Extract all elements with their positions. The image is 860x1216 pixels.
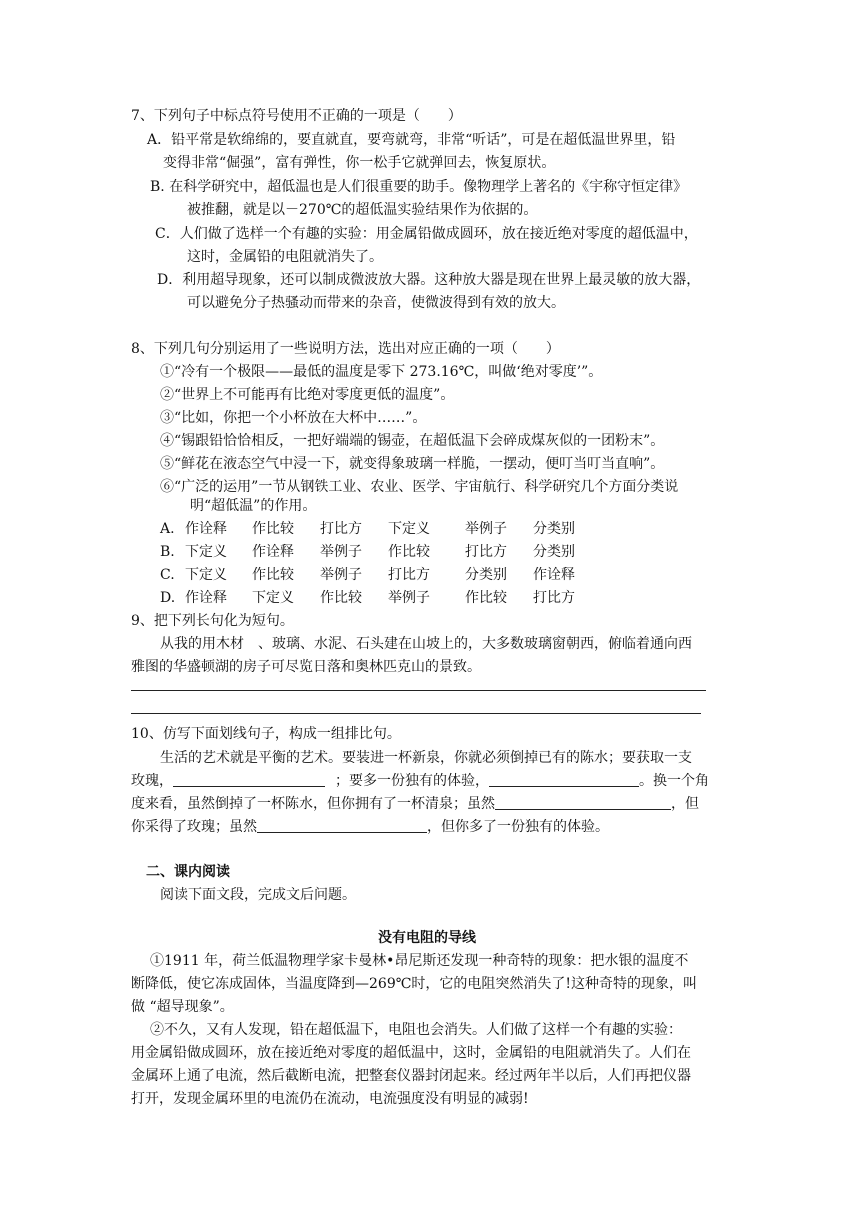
q8-sentence-6-line1: ⑥“广泛的运用”一节从钢铁工业、农业、医学、宇宙航行、科学研究几个方面分类说 <box>160 479 679 495</box>
q7-option-d-line1: D．利用超导现象，还可以制成微波放大器。这种放大器是现在世界上最灵敏的放大器， <box>157 272 701 288</box>
option-item: 分类别 <box>533 544 575 560</box>
q7-option-a-line1: A．铅平常是软绵绵的，要直就直，要弯就弯，非常“听话”，可是在超低温世界里，铅 <box>147 132 676 148</box>
option-item: 举例子 <box>320 544 362 560</box>
q7-option-a-line2: 变得非常“倔强”，富有弹性，你一松手它就弹回去，恢复原状。 <box>163 155 556 171</box>
option-item: 作诠释 <box>185 521 227 537</box>
q10-text: 度来看，虽然倒掉了一杯陈水，但你拥有了一杯清泉；虽然 <box>131 796 495 812</box>
q10-text-line2 <box>131 771 709 791</box>
option-item: 举例子 <box>388 590 430 606</box>
q8-sentence-3: ③“比如，你把一个小杯放在大杯中……”。 <box>160 410 427 426</box>
q10-blank-4[interactable] <box>257 818 427 833</box>
q7-stem: 7、下列句子中标点符号使用不正确的一项是（ ） <box>131 108 462 124</box>
option-item: 作比较 <box>465 590 507 606</box>
option-label: D. <box>160 590 176 606</box>
option-item: 下定义 <box>252 590 294 606</box>
option-label: B. <box>160 544 175 560</box>
q8-sentence-1: ①“冷有一个极限——最低的温度是零下 273.16℃，叫做‘绝对零度’”。 <box>160 364 603 380</box>
option-item: 下定义 <box>185 567 227 583</box>
passage-p2-line4: 打开，发现金属环里的电流仍在流动，电流强度没有明显的减弱! <box>131 1091 529 1107</box>
option-item: 打比方 <box>533 590 575 606</box>
section-instruction: 阅读下面文段，完成文后问题。 <box>160 887 356 903</box>
section-heading: 二、课内阅读 <box>146 864 230 880</box>
option-item: 打比方 <box>320 521 362 537</box>
q10-text: 。换一个角 <box>639 773 709 789</box>
option-item: 作诠释 <box>533 567 575 583</box>
option-label: C. <box>160 567 175 583</box>
q9-stem: 9、把下列长句化为短句。 <box>131 613 294 629</box>
q9-passage-line1: 从我的用木材 、玻璃、水泥、石头建在山坡上的，大多数玻璃窗朝西，俯临着通向西 <box>160 636 692 652</box>
q10-blank-3[interactable] <box>495 795 671 810</box>
option-item: 作诠释 <box>252 544 294 560</box>
q8-stem: 8、下列几句分别运用了一些说明方法，选出对应正确的一项（ ） <box>131 341 560 357</box>
option-item: 下定义 <box>185 544 227 560</box>
q8-sentence-4: ④“锡跟铅恰恰相反，一把好端端的锡壶，在超低温下会碎成煤灰似的一团粉末”。 <box>160 433 665 449</box>
q10-text-line4 <box>131 817 609 837</box>
q8-sentence-6-line2: 明“超低温”的作用。 <box>190 498 317 514</box>
passage-p2-line2: 用金属铅做成圆环，放在接近绝对零度的超低温中，这时，金属铅的电阻就消失了。人们在 <box>131 1045 691 1061</box>
passage-title: 没有电阻的导线 <box>378 930 476 946</box>
q10-text: ，但 <box>671 796 699 812</box>
q10-text: 玫瑰， <box>131 773 173 789</box>
option-item: 作比较 <box>252 521 294 537</box>
passage-p1-line2: 断降低，使它冻成固体，当温度降到—269℃时，它的电阻突然消失了!这种奇特的现象，叫 <box>131 976 698 992</box>
q9-answer-line-2[interactable] <box>131 713 701 714</box>
passage-p2-line3: 金属环上通了电流，然后截断电流，把整套仪器封闭起来。经过两年半以后，人们再把仪器 <box>131 1068 691 1084</box>
option-item: 举例子 <box>465 521 507 537</box>
q10-blank-2[interactable] <box>489 772 639 787</box>
q10-stem: 10、仿写下面划线句子，构成一组排比句。 <box>131 726 401 742</box>
option-item: 下定义 <box>388 521 430 537</box>
option-item: 打比方 <box>465 544 507 560</box>
q10-text-line3 <box>131 794 699 814</box>
option-item: 作比较 <box>388 544 430 560</box>
q9-answer-line-1[interactable] <box>131 690 706 691</box>
option-item: 分类别 <box>533 521 575 537</box>
q10-text: ，但你多了一份独有的体验。 <box>427 819 609 835</box>
q10-text: ；要多一份独有的体验， <box>335 773 489 789</box>
q7-option-b-line1: B. 在科学研究中，超低温也是人们很重要的助手。像物理学上著名的《宇称守恒定律》 <box>150 179 688 195</box>
q10-blank-1[interactable] <box>173 772 325 787</box>
q8-sentence-2: ②“世界上不可能再有比绝对零度更低的温度”。 <box>160 387 455 403</box>
option-item: 举例子 <box>320 567 362 583</box>
q7-option-c-line1: C．人们做了选样一个有趣的实验：用金属铅做成圆环，放在接近绝对零度的超低温中， <box>155 226 698 242</box>
option-item: 打比方 <box>388 567 430 583</box>
option-item: 分类别 <box>465 567 507 583</box>
q7-option-b-line2: 被推翻，就是以－270℃的超低温实验结果作为依据的。 <box>187 202 538 218</box>
q7-option-c-line2: 这时，金属铅的电阻就消失了。 <box>187 249 383 265</box>
passage-p1-line1: ①1911 年，荷兰低温物理学家卡曼林•昂尼斯还发现一种奇特的现象：把水银的温度不 <box>150 953 689 969</box>
q9-passage-line2: 雅图的华盛顿湖的房子可尽览日落和奥林匹克山的景致。 <box>131 659 481 675</box>
passage-p2-line1: ②不久，又有人发现，铅在超低温下，电阻也会消失。人们做了这样一个有趣的实验： <box>150 1022 682 1038</box>
q10-text-line1: 生活的艺术就是平衡的艺术。要装进一杯新泉，你就必须倒掉已有的陈水；要获取一支 <box>160 750 692 766</box>
q8-sentence-5: ⑤“鲜花在液态空气中浸一下，就变得象玻璃一样脆，一摆动，便叮当叮当直响”。 <box>160 456 665 472</box>
option-item: 作诠释 <box>185 590 227 606</box>
option-label: A. <box>160 521 175 537</box>
q10-text: 你采得了玫瑰；虽然 <box>131 819 257 835</box>
passage-p1-line3: 做 “超导现象”。 <box>131 999 234 1015</box>
option-item: 作比较 <box>320 590 362 606</box>
option-item: 作比较 <box>252 567 294 583</box>
q7-option-d-line2: 可以避免分子热骚动而带来的杂音，使微波得到有效的放大。 <box>187 295 565 311</box>
